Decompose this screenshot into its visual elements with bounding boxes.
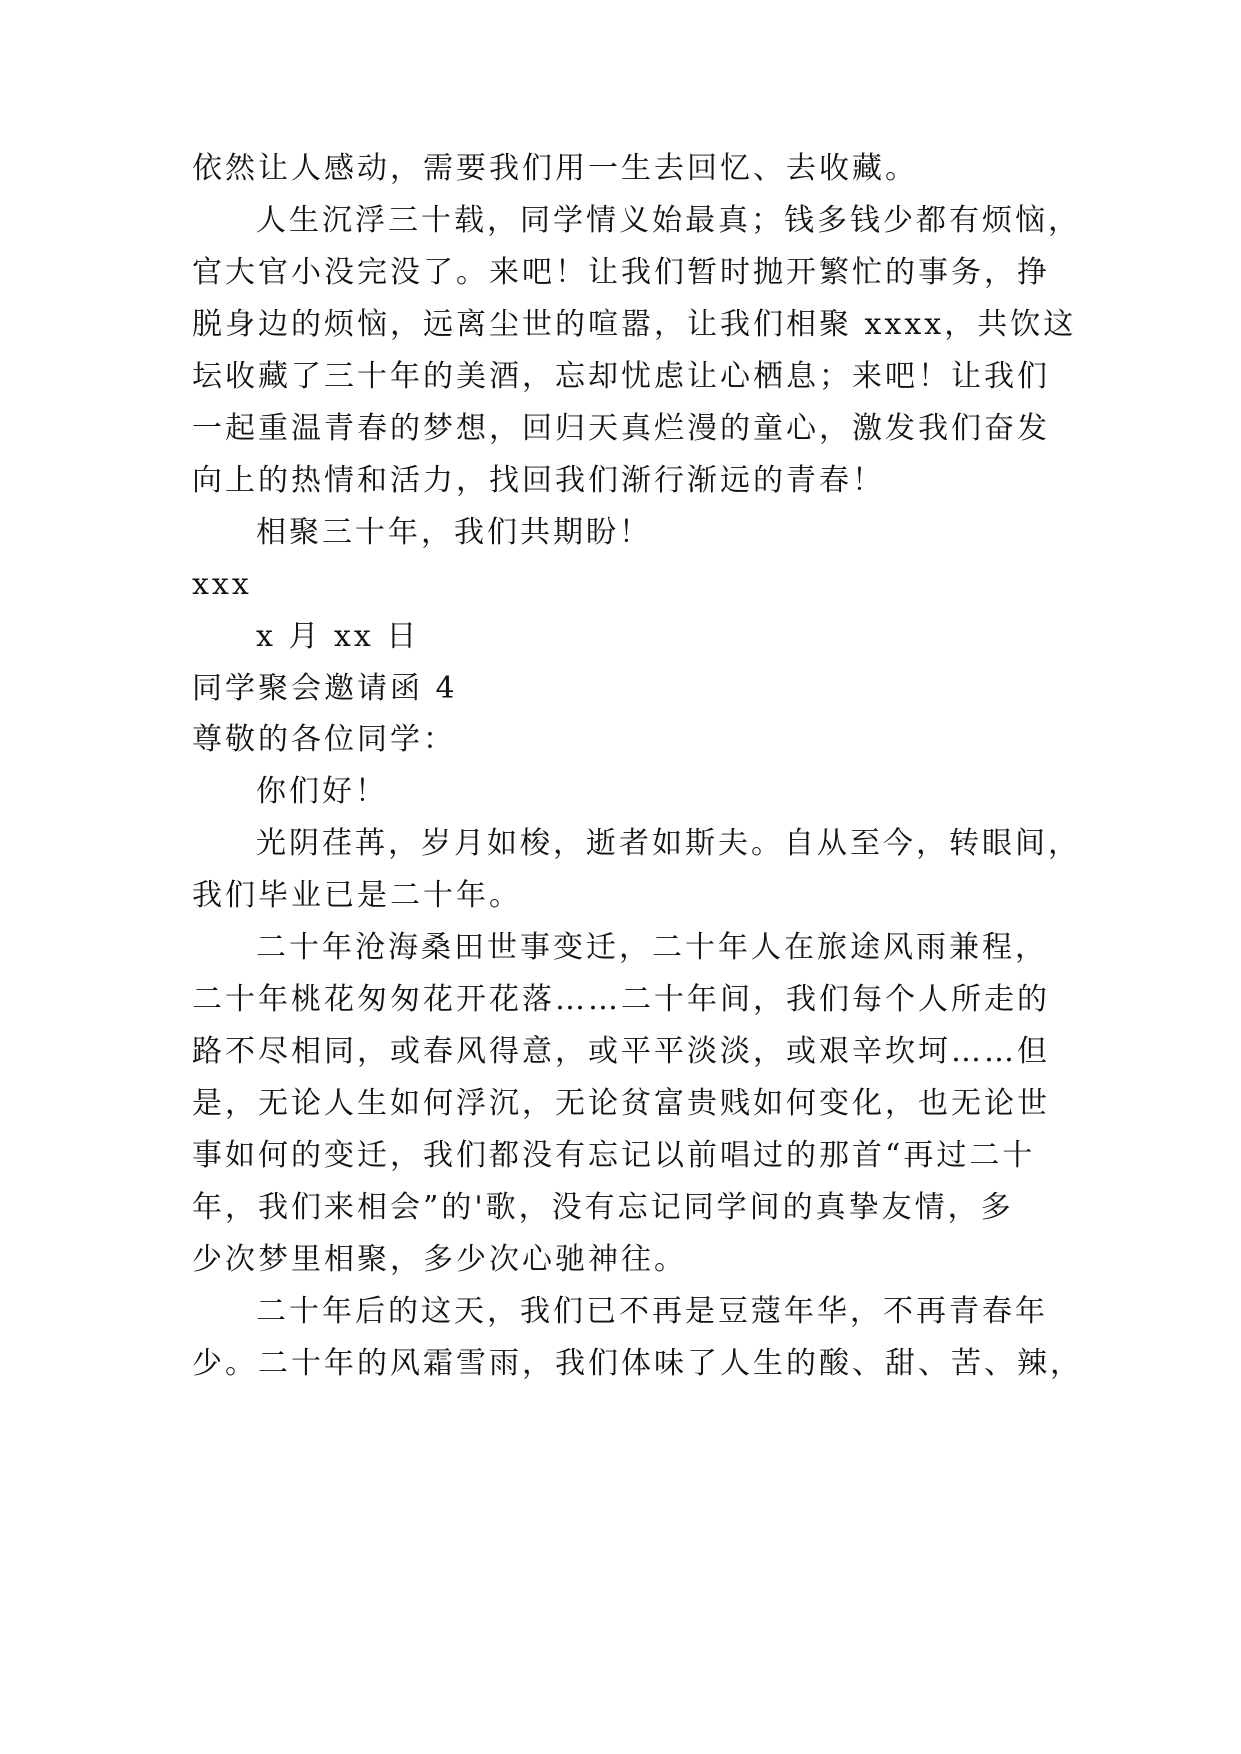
text-line: 路不尽相同，或春风得意，或平平淡淡，或艰辛坎坷……但: [192, 1034, 1050, 1069]
text-line: 依然让人感动，需要我们用一生去回忆、去收藏。: [192, 151, 918, 186]
text-line: 事如何的变迁，我们都没有忘记以前唱过的那首“再过二十: [192, 1138, 1036, 1173]
salutation: 尊敬的各位同学：: [192, 722, 456, 757]
paragraph-time-flies: [192, 826, 1081, 913]
signature-name: xxx: [192, 567, 252, 602]
text-line: 人生沉浮三十载，同学情义始最真；钱多钱少都有烦恼，: [256, 203, 1081, 238]
text-line: 二十年桃花匆匆花开花落……二十年间，我们每个人所走的: [192, 982, 1050, 1017]
letter-title: 同学聚会邀请函 4: [192, 671, 458, 706]
paragraph-continuation: [192, 151, 1052, 186]
signature-date: x 月 xx 日: [256, 619, 420, 654]
paragraph-twenty-years-later: [192, 1294, 1083, 1381]
closing-line: 相聚三十年，我们共期盼！: [256, 515, 652, 550]
text-line: 向上的热情和活力，找回我们渐行渐远的青春！: [192, 463, 885, 498]
text-line: 我们毕业已是二十年。: [192, 878, 522, 913]
paragraph-thirty-years: [192, 203, 1081, 498]
text-line: 一起重温青春的梦想，回归天真烂漫的童心，激发我们奋发: [192, 411, 1050, 446]
text-line: 二十年沧海桑田世事变迁，二十年人在旅途风雨兼程，: [256, 930, 1048, 965]
greeting: 你们好！: [256, 774, 388, 809]
text-line: 光阴荏苒，岁月如梭，逝者如斯夫。自从至今，转眼间，: [256, 826, 1081, 861]
text-line: 坛收藏了三十年的美酒，忘却忧虑让心栖息；来吧！让我们: [192, 359, 1050, 394]
text-line: 少次梦里相聚，多少次心驰神往。: [192, 1242, 687, 1277]
text-line: 脱身边的烦恼，远离尘世的喧嚣，让我们相聚 xxxx，共饮这: [192, 307, 1077, 342]
text-line: 二十年后的这天，我们已不再是豆蔻年华，不再青春年: [256, 1294, 1048, 1329]
text-line: 官大官小没完没了。来吧！让我们暂时抛开繁忙的事务，挣: [192, 255, 1050, 290]
paragraph-twenty-years: [192, 930, 1052, 1277]
text-line: 年，我们来相会”的'歌，没有忘记同学间的真挚友情，多: [192, 1190, 1014, 1225]
text-line: 是，无论人生如何浮沉，无论贫富贵贱如何变化，也无论世: [192, 1086, 1050, 1121]
text-line: 少。二十年的风霜雪雨，我们体味了人生的酸、甜、苦、辣，: [192, 1346, 1083, 1381]
